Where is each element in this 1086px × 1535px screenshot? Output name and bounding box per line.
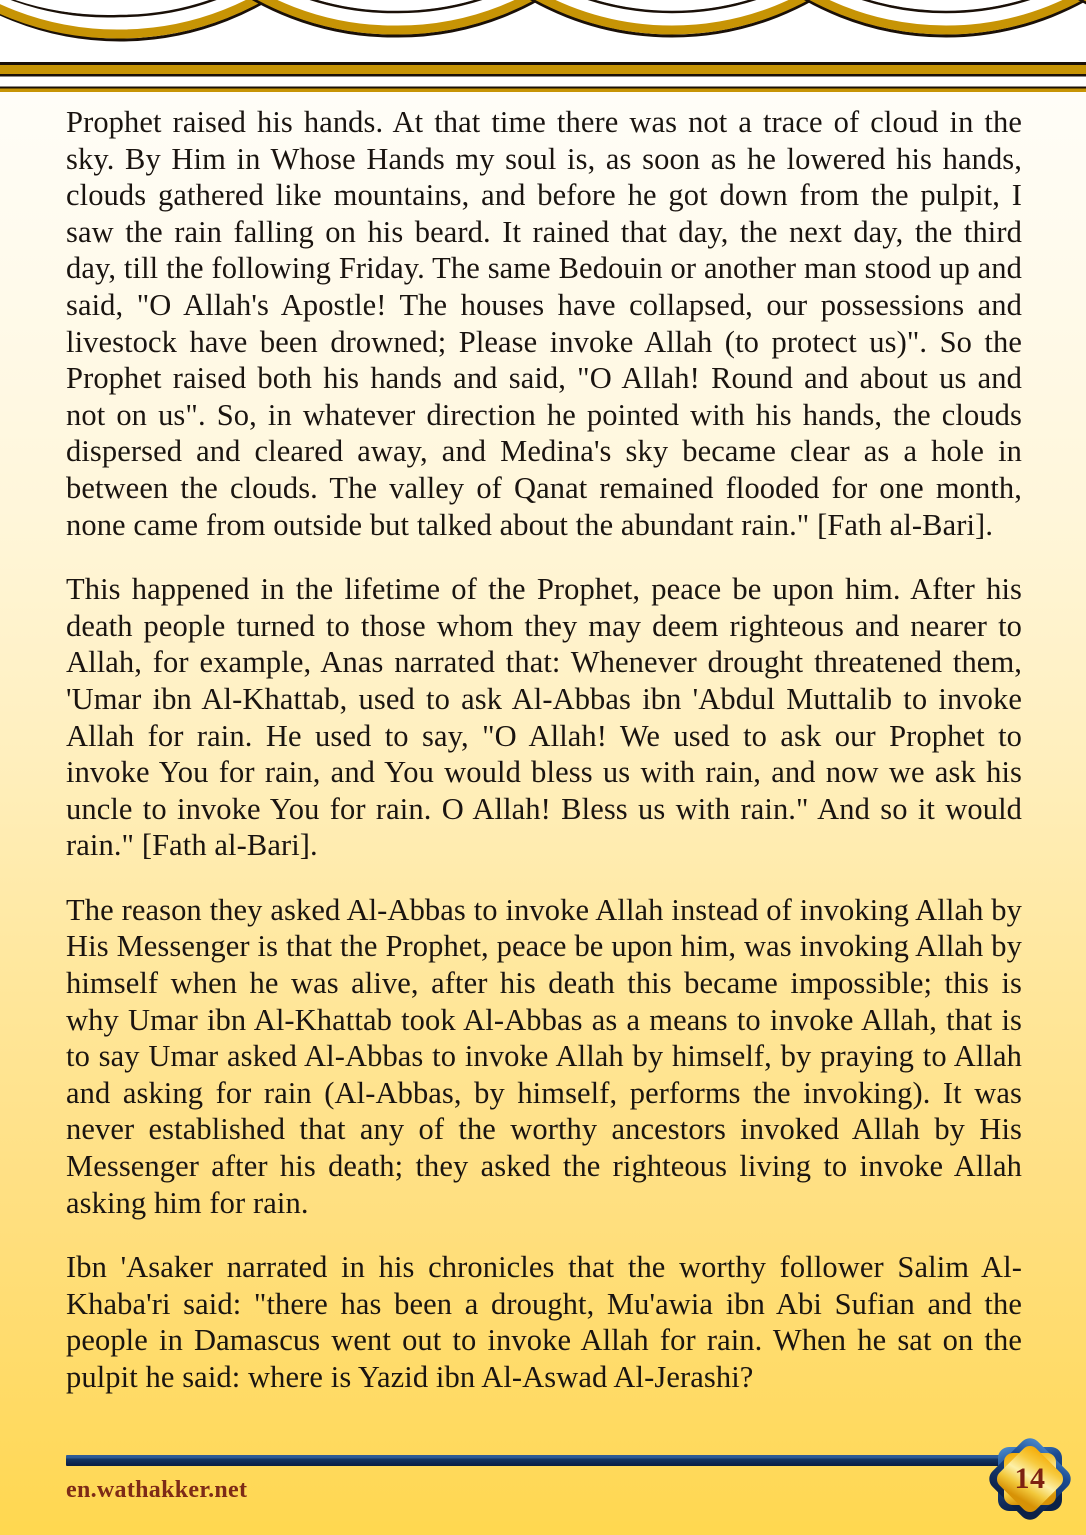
paragraph-1: Prophet raised his hands. At that time there was not a trace of cloud in the sky. By Him in Whose Hands my soul is, as soon as he lowered his hands, clouds gathered like mountains, and before he got down from the pulpit, I saw the rain falling on his beard. It rained that day, the next day, the third day, till the following Friday. The same Bedouin or another man stood up and said, "O Allah's Apostle! The houses have collapsed, our possessions and livestock have been drowned; Please invoke Allah (to protect us)". So the Prophet raised both his hands and said, "O Allah! Round and about us and not on us". So, in whatever direction he pointed with his hands, the clouds dispersed and cleared away, and Medina's sky became clear as a hole in between the clouds. The valley of Qanat remained flooded for one month, none came from outside but talked about the abundant rain." [Fath al-Bari]. xyxy=(66,105,1022,542)
decorative-header-ornament xyxy=(0,0,1086,92)
footer-website-url[interactable]: en.wathakker.net xyxy=(66,1477,248,1503)
footer-divider-rule xyxy=(66,1455,1018,1466)
paragraph-4: Ibn 'Asaker narrated in his chronicles that the worthy follower Salim Al-Khaba'ri said: "there has been a drought, Mu'awia ibn Abi Sufian and the people in Damascus went out to invoke Allah for rain. When he sat on the pulpit he said: where is Yazid ibn Al-Aswad Al-Jerashi? xyxy=(66,1250,1022,1394)
page-number-badge xyxy=(980,1429,1080,1529)
page-number-label: 14 xyxy=(1014,1462,1046,1495)
page-body-text xyxy=(66,104,1022,1396)
page-footer xyxy=(0,1427,1086,1535)
paragraph-2: This happened in the lifetime of the Prophet, peace be upon him. After his death people turned to those whom they may deem righteous and nearer to Allah, for example, Anas narrated that: Whenever drought threatened them, 'Umar ibn Al-Khattab, used to ask Al-Abbas ibn 'Abdul Muttalib to invoke Allah for rain. He used to say, "O Allah! We used to ask our Prophet to invoke You for rain, and You would bless us with rain, and now we ask his uncle to invoke You for rain. O Allah! Bless us with rain." And so it would rain." [Fath al-Bari]. xyxy=(66,572,1022,863)
paragraph-3: The reason they asked Al-Abbas to invoke Allah instead of invoking Allah by His Messenger is that the Prophet, peace be upon him, was invoking Allah by himself when he was alive, after his death this became impossible; this is why Umar ibn Al-Khattab took Al-Abbas as a means to invoke Allah, that is to say Umar asked Al-Abbas to invoke Allah by himself, by praying to Allah and asking for rain (Al-Abbas, by himself, performs the invoking). It was never established that any of the worthy ancestors invoked Allah by His Messenger after his death; they asked the righteous living to invoke Allah asking him for rain. xyxy=(66,892,1022,1220)
